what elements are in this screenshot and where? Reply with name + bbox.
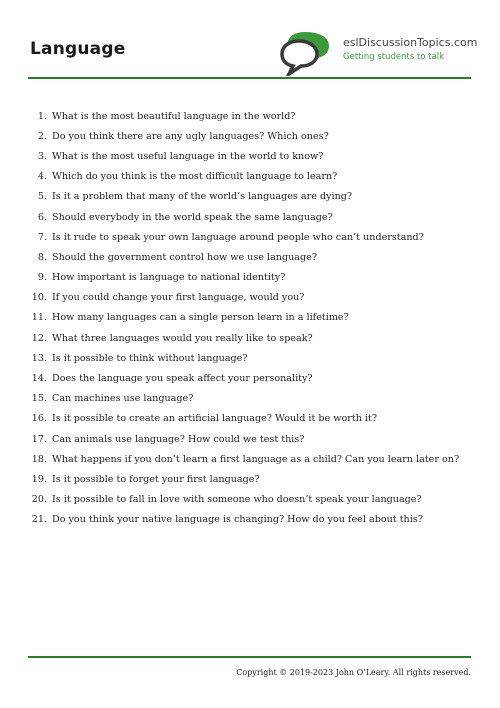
- list-item: [28, 449, 471, 469]
- question-text: How many languages can a single person learn in a lifetime?: [52, 312, 349, 324]
- question-text: Is it possible to fall in love with someone who doesn’t speak your language?: [52, 494, 422, 506]
- question-number: 15.: [31, 393, 47, 405]
- question-number: 1.: [37, 110, 47, 122]
- list-item: [28, 409, 471, 429]
- question-number: 8.: [37, 251, 47, 263]
- dark-bubble-icon: [282, 41, 317, 74]
- question-text: What is the most useful language in the world to know?: [52, 150, 324, 162]
- list-item: [28, 227, 471, 247]
- list-item: [28, 490, 471, 510]
- question-text: Should the government control how we use language?: [52, 251, 317, 263]
- list-item: [28, 207, 471, 227]
- list-item: [28, 126, 471, 146]
- question-text: Should everybody in the world speak the same language?: [52, 211, 333, 223]
- list-item: [28, 146, 471, 166]
- question-text: Is it rude to speak your own language around people who can’t understand?: [52, 231, 424, 243]
- list-item: [28, 288, 471, 308]
- question-text: If you could change your first language, would you?: [52, 292, 305, 304]
- question-text: Is it possible to create an artificial language? Would it be worth it?: [52, 413, 377, 425]
- question-text: Does the language you speak affect your personality?: [52, 373, 313, 385]
- brand-name: eslDiscussionTopics.com: [343, 36, 478, 49]
- list-item: [28, 429, 471, 449]
- question-number: 18.: [31, 453, 47, 465]
- question-number: 2.: [37, 130, 47, 142]
- question-number: 17.: [31, 433, 47, 445]
- list-item: [28, 106, 471, 126]
- question-number: 19.: [31, 473, 47, 485]
- list-item: [28, 469, 471, 489]
- list-item: [28, 167, 471, 187]
- question-text: What happens if you don’t learn a first language as a child? Can you learn later on?: [52, 453, 460, 465]
- list-item: [28, 247, 471, 267]
- list-item: [28, 187, 471, 207]
- question-number: 11.: [31, 312, 47, 324]
- question-text: Can animals use language? How could we test this?: [52, 433, 305, 445]
- question-text: Do you think your native language is changing? How do you feel about this?: [52, 514, 423, 526]
- list-item: [28, 368, 471, 388]
- page-title: Language: [30, 39, 126, 59]
- question-text: Which do you think is the most difficult language to learn?: [52, 171, 338, 183]
- speech-bubbles-icon: [279, 28, 345, 76]
- question-number: 13.: [31, 352, 47, 364]
- copyright-text: Copyright © 2019-2023 John O’Leary. All rights reserved.: [236, 668, 471, 677]
- question-number: 3.: [37, 150, 47, 162]
- question-number: 21.: [31, 514, 47, 526]
- question-number: 4.: [37, 171, 47, 183]
- question-number: 14.: [31, 373, 47, 385]
- question-number: 7.: [37, 231, 47, 243]
- list-item: [28, 308, 471, 328]
- question-number: 10.: [31, 292, 47, 304]
- question-text: What is the most beautiful language in the world?: [52, 110, 296, 122]
- question-number: 9.: [37, 272, 47, 284]
- question-text: What three languages would you really like to speak?: [52, 332, 313, 344]
- footer-divider: [28, 656, 471, 658]
- question-text: Can machines use language?: [52, 393, 194, 405]
- list-item: [28, 348, 471, 368]
- header-divider: [28, 77, 471, 79]
- question-number: 16.: [31, 413, 47, 425]
- question-number: 6.: [37, 211, 47, 223]
- list-item: [28, 510, 471, 530]
- question-text: Is it possible to think without language?: [52, 352, 248, 364]
- brand-tagline: Getting students to talk: [343, 52, 445, 62]
- question-number: 20.: [31, 494, 47, 506]
- question-number: 5.: [37, 191, 47, 203]
- question-text: Is it possible to forget your first language?: [52, 473, 260, 485]
- list-item: [28, 389, 471, 409]
- list-item: [28, 328, 471, 348]
- question-text: Is it a problem that many of the world’s languages are dying?: [52, 191, 353, 203]
- question-text: How important is language to national identity?: [52, 272, 286, 284]
- question-text: Do you think there are any ugly languages? Which ones?: [52, 130, 329, 142]
- question-number: 12.: [31, 332, 47, 344]
- list-item: [28, 268, 471, 288]
- question-list: [28, 106, 471, 530]
